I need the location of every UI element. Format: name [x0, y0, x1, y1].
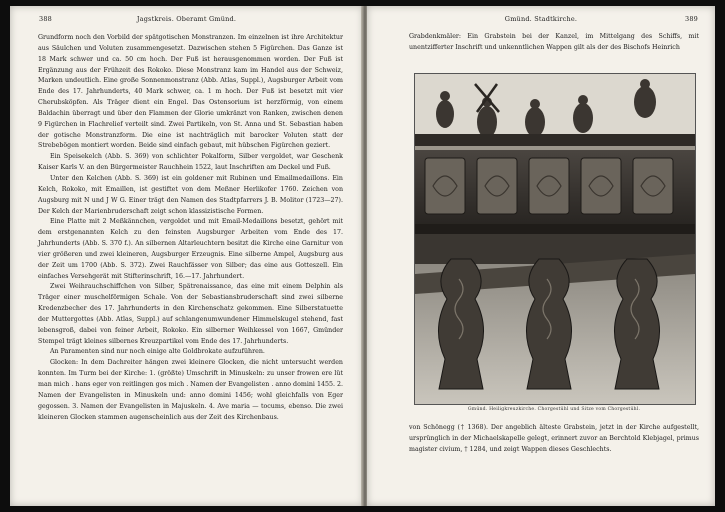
paragraph: Zwei Weihrauchschiffchen von Silber, Spätrenaissance, das eine mit einem Delphin als Träger einer muschelförmigen Schale. Von der Sebastiansbruderschaft sind zwei silberne Kredenzbecher des 17. Jahrhunderts in den Kirchenschatz gekommen. Eine Silberstatuette der Muttergottes (Abb. Atlas, Suppl.) auf schlangenumwundener Himmelskugel stehend, fast lebensgroß, dabei von feiner Arbeit, Rokoko. Ein silberner Weihkessel von 1667, Gmünder Stempel trägt kleines silbernes Kreuzpartikel vom Ende des 17. Jahrhunderts.	[38, 283, 343, 345]
right-page	[367, 6, 715, 506]
choir-stalls-illustration	[415, 74, 695, 404]
right-running-head: Gmünd. Stadtkirche.	[504, 15, 578, 23]
paragraph: Eine Platte mit 2 Meßkännchen, vergoldet und mit Email-Medaillons besetzt, gehört mit dem erstgenannten Kelch zu den feinsten Augsburger Arbeiten vom Ende des 17. Jahrhunderts (Abb. S. 370 f.). An silbernen Altarleuchtern besitzt die Kirche eine Garnitur von vier größeren und zwei kleineren, Augsburger Erzeugnis. Eine silberne Ampel, Augsburg aus der Zeit um 1700 (Abb. S. 372). Zwei Rauchfässer von Silber; das eine aus Gotteszell. Ein einfaches Versehgerät mit Stifterinschrift, 16.—17. Jahrhundert.	[38, 218, 343, 280]
left-page-number: 388	[39, 15, 53, 23]
paragraph: Grabdenkmäler: Ein Grabstein bei der Kanzel, im Mittelgang des Schiffs, mit unentzifferter Inschrift und unkenntlichen Wappen gilt als der des Bischofs Heinrich	[409, 33, 699, 51]
left-page-header	[10, 15, 363, 27]
left-body-text	[38, 33, 343, 423]
paragraph: An Paramenten sind nur noch einige alte Goldbrokate aufzuführen.	[50, 348, 265, 356]
book-spread	[10, 6, 715, 506]
paragraph: von Schönegg († 1368). Der angeblich älteste Grabstein, jetzt in der Kirche aufgestellt, ursprünglich in der Michaelskapelle gelegt, erinnert zuvor an Berchtold Klebjagel, primus magister civium, † 1284, und zeigt Wappen dieses Geschlechts.	[409, 424, 699, 453]
paragraph: Glocken: In dem Dachreiter hängen zwei kleinere Glocken, die nicht untersucht werden konnten. Im Turm bei der Kirche: 1. (größte) Umschrift in Minuskeln: zu unser frowen ere lüt man mich . hans eger von reitlingen gos mich . Namen der Evangelisten . anno domini 1455. 2. Namen der Evangelisten in Minuskeln und: anno domini 1456; wohl gleichfalls von Eger gegossen. 3. Namen der Evangelisten in Majuskeln. 4. Ave maria — tocums, ebenso. Die zwei kleineren Glocken stammen augenscheinlich aus der Zeit des Kirchenbaus.	[38, 359, 343, 421]
right-intro-text	[409, 32, 699, 54]
right-page-header	[367, 15, 715, 27]
paragraph: Unter den Kelchen (Abb. S. 369) ist ein goldener mit Rubinen und Emailmedaillons. Ein Kelch, Rokoko, mit Emaillen, ist gestiftet von dem Meßner Herlikofer 1760. Zeichen von Augsburg mit N und J W G. Einer trägt den Namen des Stadtpfarrers J. B. Molitor (1723—27). Der Kelch der Marienbruderschaft zeigt schon klassizistische Formen.	[38, 174, 343, 215]
choir-stalls-photograph	[414, 73, 696, 405]
paragraph: Grundform noch den Vorbild der spätgotischen Monstranzen. Im einzelnen ist ihre Architektur aus Säulchen und Voluten zusammengesetzt. Dazwischen stehen 5 Figürchen. Das Ganze ist 18 Mark schwer und ca. 50 cm hoch. Der Fuß ist herausgenommen worden. Der Fuß ist Ergänzung aus der Frühzeit des Rokoko. Diese Monstranz kam im Handel aus der Schweiz, Marken undeutlich. Eine große Sonnenmonstranz (Abb. Atlas, Suppl.), Augsburger Arbeit vom Ende des 17. Jahrhunderts, 40 Mark schwer, ca. 1 m hoch. Der Fuß ist besetzt mit vier Cherubsköpfen. Als Träger dient ein Engel. Das Ostensorium ist herzförmig, von einem Baldachin überragt und über den Flammen der Glorie umkränzt von Ranken, zwischen denen 9 Figürchen in Flachrelief verteilt sind. Zwei Partikeln, von St. Anna und St. Sebastian haben der gotische Monstranzform. Die eine ist nachträglich mit barocker Voluten statt der Strebebögen montiert worden. Beide sind einfach gebaut, mit hübschen Figürchen geziert.	[38, 34, 343, 150]
left-page	[10, 6, 363, 506]
paragraph: Ein Speisekelch (Abb. S. 369) von schlichter Pokalform, Silber vergoldet, war Geschenk Kaiser Karls V. an den Bürgermeister Rauchhein 1522, laut Inschriften am Deckel und Fuß.	[38, 153, 343, 172]
right-outro-text	[409, 423, 699, 456]
figure-caption: Gmünd. Heiligkreuzkirche. Chorgestühl und Sitze vom Chorgestühl.	[467, 407, 641, 412]
left-running-head: Jagstkreis. Oberamt Gmünd.	[136, 15, 237, 23]
right-page-number: 389	[684, 15, 698, 23]
